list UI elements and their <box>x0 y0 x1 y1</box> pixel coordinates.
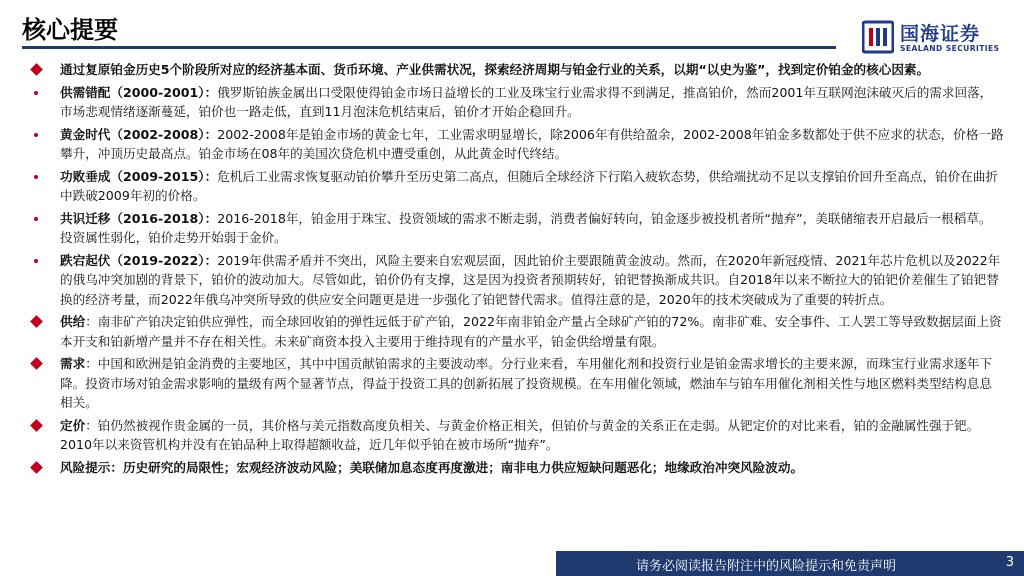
stage-item <box>24 251 1004 310</box>
stage-text: 2002-2008年是铂金市场的黄金七年，工业需求明显增长，除2006年有供给盈余，2002-2008年铂金多数都处于供不应求的状态，价格一路攀升，冲顶历史最高点。铂金市场在08年的美国次贷危机中遭受重创，从此黄金时代终结。 <box>60 126 1004 161</box>
diamond-bullet-icon <box>30 357 43 370</box>
factor-item <box>24 354 1004 413</box>
risk-text: 风险提示：历史研究的局限性；宏观经济波动风险；美联储加息态度再度激进；南非电力供应短缺问题恶化；地缘政治冲突风险波动。 <box>60 459 804 475</box>
factor-item <box>24 416 1004 455</box>
page-number: 3 <box>1005 555 1014 570</box>
company-logo <box>862 18 1004 58</box>
intro-item <box>24 60 1004 80</box>
stage-heading: 跌宕起伏（2019-2022）： <box>60 252 218 268</box>
stage-text: 俄罗斯铂族金属出口受限使得铂金市场日益增长的工业及珠宝行业需求得不到满足，推高铂价，然而2001年互联网泡沫破灭后的需求回落，市场悲观情绪逐渐蔓延，铂价也一路走低，直到11月泡沫危机结束后，铂价才开始企稳回升。 <box>60 84 993 119</box>
footer-disclaimer: 请务必阅读报告附注中的风险提示和免责声明 <box>636 559 897 574</box>
dot-bullet-icon <box>34 175 38 179</box>
stage-item <box>24 209 1004 248</box>
diamond-bullet-icon <box>30 461 43 474</box>
stage-text: 2019年供需矛盾并不突出，风险主要来自宏观层面，因此铂价主要跟随黄金波动。然而，在2020年新冠疫情、2021年芯片危机以及2022年的俄乌冲突加剧的背景下，铂价的波动加大。尽管如此，铂价仍有支撑，这是因为投资者预期转好，铂钯替换渐成共识。自2018年以来不断拉大的铂钯价差催生了铂钯替换的经济考量，而2022年俄乌冲突所导致的供应安全问题更是进一步强化了铂钯替代需求。值得注意的是，2020年的技术突破成为了重要的转折点。 <box>60 252 1001 307</box>
intro-text: 通过复原铂金历史5个阶段所对应的经济基本面、货币环境、产业供需状况，探索经济周期与铂金行业的关系，以期“以史为鉴”，找到定价铂金的核心因素。 <box>60 62 930 77</box>
title-rule <box>22 46 836 49</box>
diamond-bullet-icon <box>30 419 43 432</box>
stage-text: 危机后工业需求恢复驱动铂价攀升至历史第二高点，但随后全球经济下行陷入疲软态势，供给端扰动不足以支撑铂价回升至高点，铂价在曲折中跌破2009年初的价格。 <box>60 168 998 203</box>
footer-bar <box>556 551 1024 576</box>
dot-bullet-icon <box>34 217 38 221</box>
factor-text: ：中国和欧洲是铂金消费的主要地区，其中中国贡献铂需求的主要波动率。分行业来看，车用催化剂和投资行业是铂金需求增长的主要来源，而珠宝行业需求逐年下降。投资市场对铂金需求影响的量级有两个显著节点，得益于投资工具的创新拓展了投资规模。在车用催化领域，燃油车与铂车用催化剂相关性与地区燃料类型结构息息相关。 <box>60 356 992 410</box>
stage-item <box>24 125 1004 164</box>
dot-bullet-icon <box>34 133 38 137</box>
logo-text-en: SEALAND SECURITIES <box>900 44 1000 53</box>
logo-mark-icon <box>862 20 894 54</box>
dot-bullet-icon <box>34 259 38 263</box>
summary-content <box>24 60 1004 480</box>
page-title: 核心提要 <box>22 16 118 44</box>
stage-heading: 共识迁移（2016-2018）： <box>60 210 218 226</box>
logo-text-cn: 国海证券 <box>900 23 981 45</box>
stage-item <box>24 83 1004 122</box>
stage-heading: 供需错配（2000-2001）： <box>60 84 218 100</box>
factor-text: ：南非矿产铂决定铂供应弹性，而全球回收铂的弹性远低于矿产铂，2022年南非铂金产量占全球矿产铂的72%。南非矿难、安全事件、工人罢工等导致数据层面上资本开支和铂新增产量并不存在相关性。未来矿商资本投入主要用于维持现有的产量水平，铂金供给增量有限。 <box>60 314 1002 349</box>
factor-text: ：铂仍然被视作贵金属的一员，其价格与美元指数高度负相关、与黄金价格正相关，但铂价与黄金的关系正在走弱。从钯定价的对比来看，铂的金融属性强于钯。2010年以来资管机构并没有在铂品种上取得超额收益，近几年似乎铂在被市场所“抛弃”。 <box>60 417 980 452</box>
factor-heading: 定价 <box>60 417 86 433</box>
diamond-bullet-icon <box>30 315 43 328</box>
stage-text: 2016-2018年，铂金用于珠宝、投资领域的需求不断走弱，消费者偏好转向，铂金逐步被投机者所“抛弃”，美联储缩表开启最后一根稻草。投资属性弱化，铂价走势开始弱于金价。 <box>60 210 992 245</box>
dot-bullet-icon <box>34 91 38 95</box>
diamond-bullet-icon <box>30 63 43 76</box>
stage-heading: 黄金时代（2002-2008）： <box>60 126 218 142</box>
factor-heading: 供给 <box>60 314 86 329</box>
factor-heading: 需求 <box>60 356 86 371</box>
risk-item <box>24 458 1004 478</box>
factor-item <box>24 312 1004 351</box>
stage-item <box>24 167 1004 206</box>
stage-heading: 功败垂成（2009-2015）： <box>60 168 218 184</box>
